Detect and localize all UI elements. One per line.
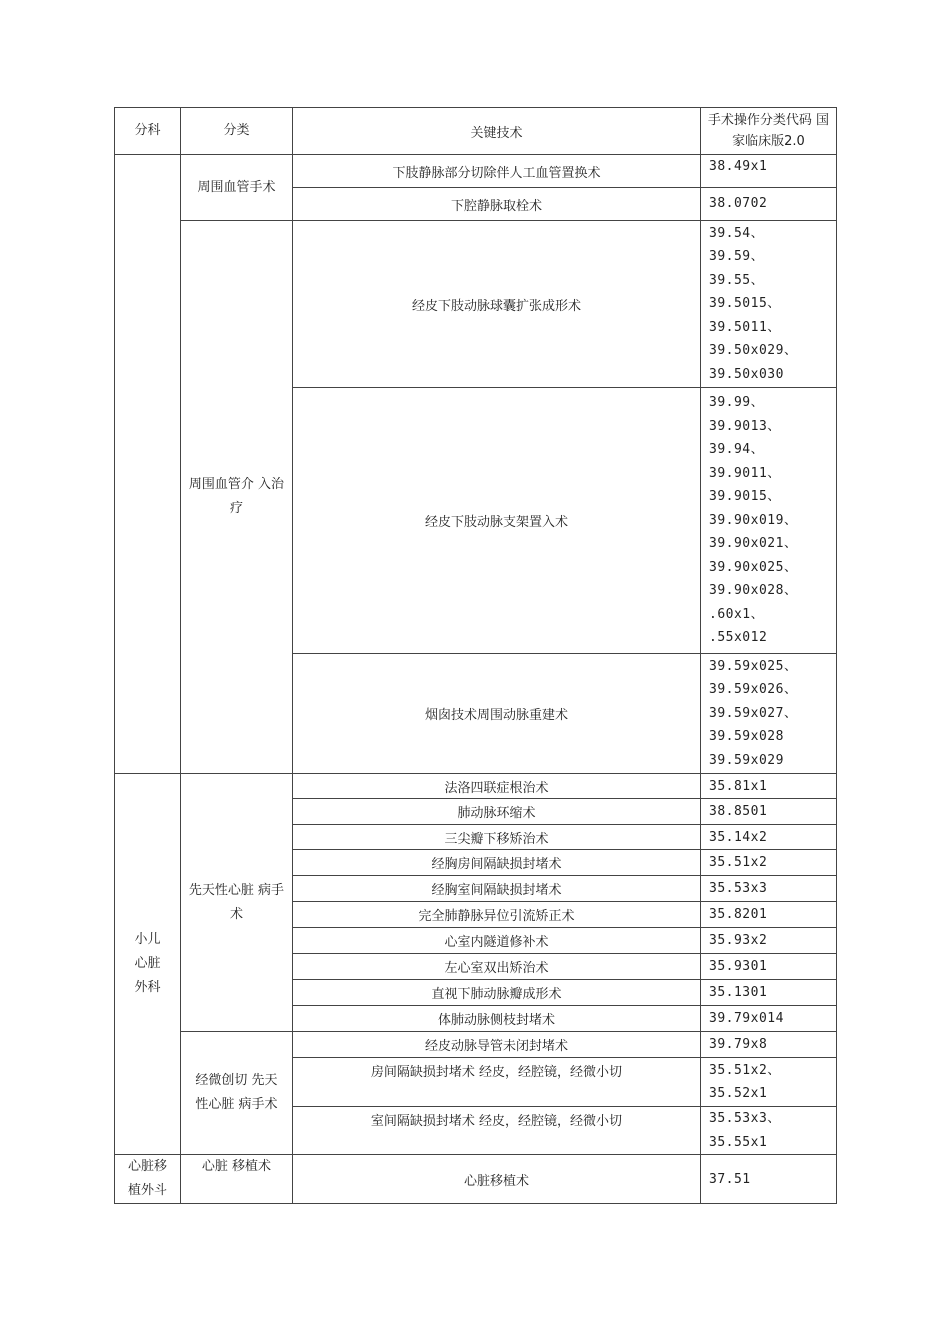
code-value: 38.49x1 (709, 159, 768, 174)
table-row (115, 774, 837, 799)
code-cell (701, 388, 837, 654)
technique-cell: 室间隔缺损封堵术 经皮，经腔镜，经微小切 (293, 1107, 701, 1155)
code-value: 39.9015、 (709, 489, 781, 505)
department-cell (115, 774, 181, 1155)
code-cell (701, 654, 837, 774)
department-label: 小儿 心脏 外科 (134, 932, 161, 995)
code-cell: 35.93x2 (701, 928, 837, 954)
code-value: 35.55x1 (709, 1134, 768, 1150)
table-row (115, 1032, 837, 1058)
code-cell: 35.9301 (701, 954, 837, 980)
technique-cell: 烟囱技术周围动脉重建术 (293, 654, 701, 774)
category-cell: 周围血管手术 (181, 155, 293, 221)
department-cell (115, 155, 181, 774)
code-cell: 35.8201 (701, 902, 837, 928)
code-value: 39.5015、 (709, 296, 781, 312)
code-value: 39.59x025、 (709, 658, 798, 674)
code-value: 39.90x019、 (709, 512, 798, 528)
code-cell (701, 188, 837, 221)
code-value: 39.5011、 (709, 319, 781, 335)
department-label: 心脏移 植外斗 (127, 1159, 167, 1198)
code-value: 39.90x025、 (709, 559, 798, 575)
category-cell: 周围血管介 入治疗 (181, 221, 293, 774)
code-cell: 35.53x3 (701, 876, 837, 902)
header-technique: 关键技术 (293, 108, 701, 155)
category-cell: 心脏 移植术 (181, 1155, 293, 1204)
technique-cell: 左心室双出矫治术 (293, 954, 701, 980)
code-cell: 39.79x014 (701, 1006, 837, 1032)
header-code-line2: 家临床版2.0 (732, 134, 805, 149)
code-cell: 35.14x2 (701, 825, 837, 850)
technique-cell: 直视下肺动脉瓣成形术 (293, 980, 701, 1006)
table-row (115, 221, 837, 388)
header-code-line1: 手术操作分类代码 国 (707, 113, 830, 128)
header-department: 分科 (115, 108, 181, 155)
header-row (115, 108, 837, 155)
header-code (701, 108, 837, 155)
technique-cell: 法洛四联症根治术 (293, 774, 701, 799)
technique-cell: 心脏移植术 (293, 1155, 701, 1204)
code-value: 39.9013、 (709, 418, 781, 434)
code-value: .60x1、 (709, 606, 765, 622)
code-cell: 35.1301 (701, 980, 837, 1006)
technique-cell: 心室内隧道修补术 (293, 928, 701, 954)
technique-cell: 三尖瓣下移矫治术 (293, 825, 701, 850)
technique-cell: 下腔静脉取栓术 (293, 188, 701, 221)
technique-cell: 经皮下肢动脉球囊扩张成形术 (293, 221, 701, 388)
department-cell (115, 1155, 181, 1204)
code-value: .55x012 (709, 630, 768, 646)
code-value: 39.90x028、 (709, 583, 798, 599)
technique-cell: 经胸室间隔缺损封堵术 (293, 876, 701, 902)
code-cell (701, 221, 837, 388)
code-value: 39.99、 (709, 395, 765, 411)
technique-cell: 房间隔缺损封堵术 经皮，经腔镜，经微小切 (293, 1058, 701, 1107)
category-cell: 先天性心脏 病手术 (181, 774, 293, 1032)
procedure-table (114, 107, 837, 1204)
technique-cell: 下肢静脉部分切除伴人工血管置换术 (293, 155, 701, 188)
table-row (115, 155, 837, 188)
code-cell: 35.81x1 (701, 774, 837, 799)
code-value: 39.55、 (709, 272, 765, 288)
technique-cell: 体肺动脉侧枝封堵术 (293, 1006, 701, 1032)
code-cell: 37.51 (701, 1155, 837, 1204)
code-value: 39.59x027、 (709, 705, 798, 721)
technique-cell: 完全肺静脉异位引流矫正术 (293, 902, 701, 928)
category-cell: 经微创切 先天性心脏 病手术 (181, 1032, 293, 1155)
technique-cell: 肺动脉环缩术 (293, 799, 701, 825)
technique-cell: 经皮动脉导管未闭封堵术 (293, 1032, 701, 1058)
code-value: 35.52x1 (709, 1086, 768, 1101)
code-cell (701, 155, 837, 188)
code-cell (701, 1107, 837, 1155)
code-value: 39.59x028 (709, 729, 784, 745)
code-cell (701, 1058, 837, 1107)
table-row (115, 1155, 837, 1204)
code-value: 39.50x030 (709, 366, 784, 382)
code-cell: 35.51x2 (701, 850, 837, 876)
code-value: 39.59、 (709, 249, 765, 265)
technique-cell: 经皮下肢动脉支架置入术 (293, 388, 701, 654)
code-value: 35.51x2、 (709, 1062, 781, 1078)
code-value: 39.59x026、 (709, 682, 798, 698)
code-value: 38.0702 (709, 196, 768, 212)
code-value: 35.53x3、 (709, 1111, 781, 1126)
code-value: 39.94、 (709, 442, 765, 458)
code-value: 39.9011、 (709, 465, 781, 481)
technique-cell: 经胸房间隔缺损封堵术 (293, 850, 701, 876)
code-value: 39.59x029 (709, 752, 784, 768)
code-cell: 38.8501 (701, 799, 837, 825)
code-value: 39.54、 (709, 225, 765, 241)
code-cell: 39.79x8 (701, 1032, 837, 1058)
code-value: 39.90x021、 (709, 536, 798, 552)
code-value: 39.50x029、 (709, 343, 798, 359)
header-category: 分类 (181, 108, 293, 155)
